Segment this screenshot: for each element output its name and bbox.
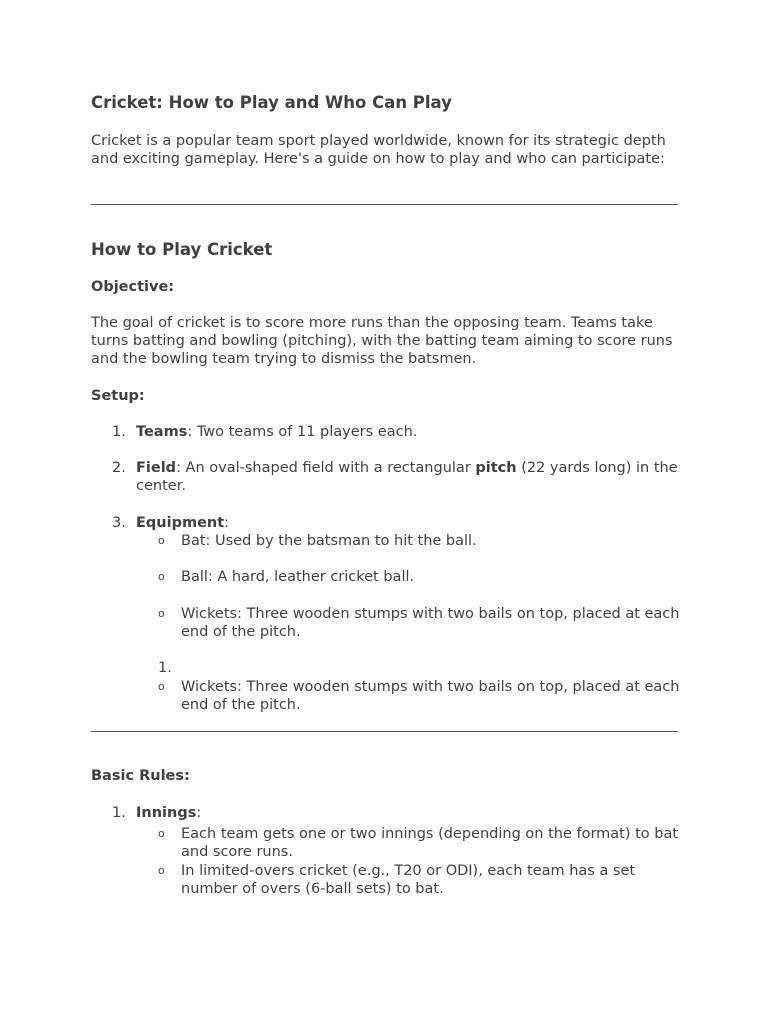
list-item-text: [136, 514, 681, 532]
definition-text: :: [196, 805, 202, 821]
bullet-icon: o: [158, 827, 165, 840]
innings-item: Each team gets one or two innings (depending on the format) to bat and score runs.: [181, 826, 679, 860]
nested-list-number: 1.: [158, 660, 172, 676]
list-number: 1.: [112, 424, 126, 440]
list-number: 3.: [112, 515, 126, 531]
innings-item: In limited-overs cricket (e.g., T20 or ODI), each team has a set number of overs (6-ball sets) to bat.: [181, 863, 636, 897]
equipment-item-bat: Bat: Used by the batsman to hit the ball.: [181, 533, 477, 549]
objective-label: Objective:: [91, 279, 175, 295]
list-item-text: [136, 423, 681, 441]
equipment-item-wickets: Wickets: Three wooden stumps with two bails on top, placed at each end of the pitch.: [181, 606, 680, 640]
definition-text: (22 yards long) in the center.: [136, 460, 678, 494]
definition-text: :: [224, 515, 230, 531]
intro-paragraph: Cricket is a popular team sport played worldwide, known for its strategic depth and exciting gameplay. Here's a guide on how to play and who can participate:: [91, 133, 666, 167]
page-title: Cricket: How to Play and Who Can Play: [91, 93, 452, 112]
bullet-icon: o: [158, 570, 165, 583]
term-field: Field: [136, 460, 177, 476]
list-number: 2.: [112, 460, 126, 476]
bullet-icon: o: [158, 607, 165, 620]
definition-text: : Two teams of 11 players each.: [187, 424, 418, 440]
term-pitch: pitch: [475, 460, 517, 476]
basic-rules-label: Basic Rules:: [91, 768, 190, 784]
setup-label: Setup:: [91, 388, 145, 404]
equipment-item-ball: Ball: A hard, leather cricket ball.: [181, 569, 415, 585]
objective-paragraph: The goal of cricket is to score more runs than the opposing team. Teams take turns batting and bowling (pitching), with the batting team aiming to score runs and the bowling team trying to dismiss the batsmen.: [91, 315, 673, 367]
term-teams: Teams: [136, 424, 188, 440]
list-item-text: [136, 804, 681, 822]
section-heading-how-to-play: How to Play Cricket: [91, 240, 273, 259]
bullet-icon: o: [158, 534, 165, 547]
term-equipment: Equipment: [136, 515, 225, 531]
divider: [91, 204, 678, 205]
equipment-item-wickets-repeat: Wickets: Three wooden stumps with two bails on top, placed at each end of the pitch.: [181, 679, 680, 713]
term-innings: Innings: [136, 805, 197, 821]
divider: [91, 731, 678, 732]
definition-text: : An oval-shaped field with a rectangular: [176, 460, 476, 476]
list-number: 1.: [112, 805, 126, 821]
bullet-icon: o: [158, 864, 165, 877]
bullet-icon: o: [158, 680, 165, 693]
list-item-text: [136, 459, 681, 495]
